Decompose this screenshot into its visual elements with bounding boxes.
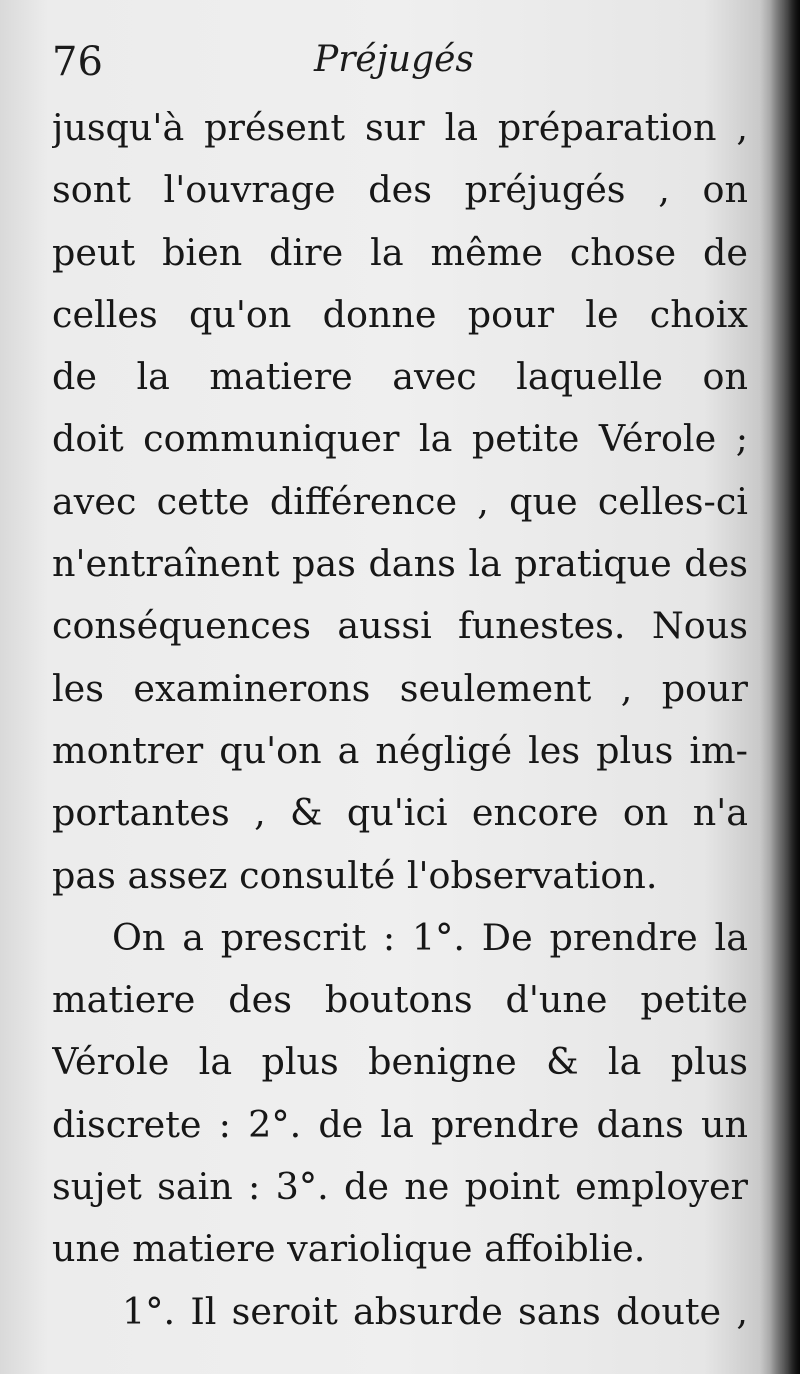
- text-line: matiere des boutons d'une petite: [52, 978, 748, 1022]
- text-line: une matiere variolique affoiblie.: [52, 1227, 646, 1271]
- page-header: [52, 28, 712, 84]
- text-line: Vérole la plus benigne & la plus: [52, 1040, 748, 1084]
- text-line: avec cette différence , que celles-ci: [52, 479, 748, 523]
- gutter-shadow: [770, 0, 800, 1374]
- text-line: sujet sain : 3°. de ne point employer: [52, 1165, 748, 1209]
- text-line: portantes , & qu'ici encore on n'a: [52, 791, 748, 835]
- text-line: montrer qu'on a négligé les plus im-: [52, 728, 748, 772]
- text-line: sont l'ouvrage des préjugés , on: [52, 168, 748, 212]
- text-line: les examinerons seulement , pour: [52, 666, 748, 710]
- page-number: 76: [52, 39, 103, 85]
- text-line: discrete : 2°. de la prendre dans un: [52, 1102, 748, 1146]
- text-line: doit communiquer la petite Vérole ;: [52, 417, 748, 461]
- text-line: n'entraînent pas dans la pratique des: [52, 542, 748, 586]
- text-line: celles qu'on donne pour le choix: [52, 292, 748, 336]
- running-head: Préjugés: [314, 39, 474, 80]
- text-line-paragraph-start: 1°. Il seroit absurde sans doute ,: [122, 1289, 748, 1333]
- text-line: conséquences aussi funestes. Nous: [52, 604, 748, 648]
- text-line-paragraph-start: On a prescrit : 1°. De prendre la: [112, 915, 748, 959]
- body-text: [52, 97, 748, 1343]
- text-line: pas assez consulté l'observation.: [52, 853, 658, 897]
- text-line: jusqu'à présent sur la préparation ,: [52, 106, 748, 149]
- text-line: de la matiere avec laquelle on: [52, 355, 748, 399]
- text-line: peut bien dire la même chose de: [52, 230, 748, 274]
